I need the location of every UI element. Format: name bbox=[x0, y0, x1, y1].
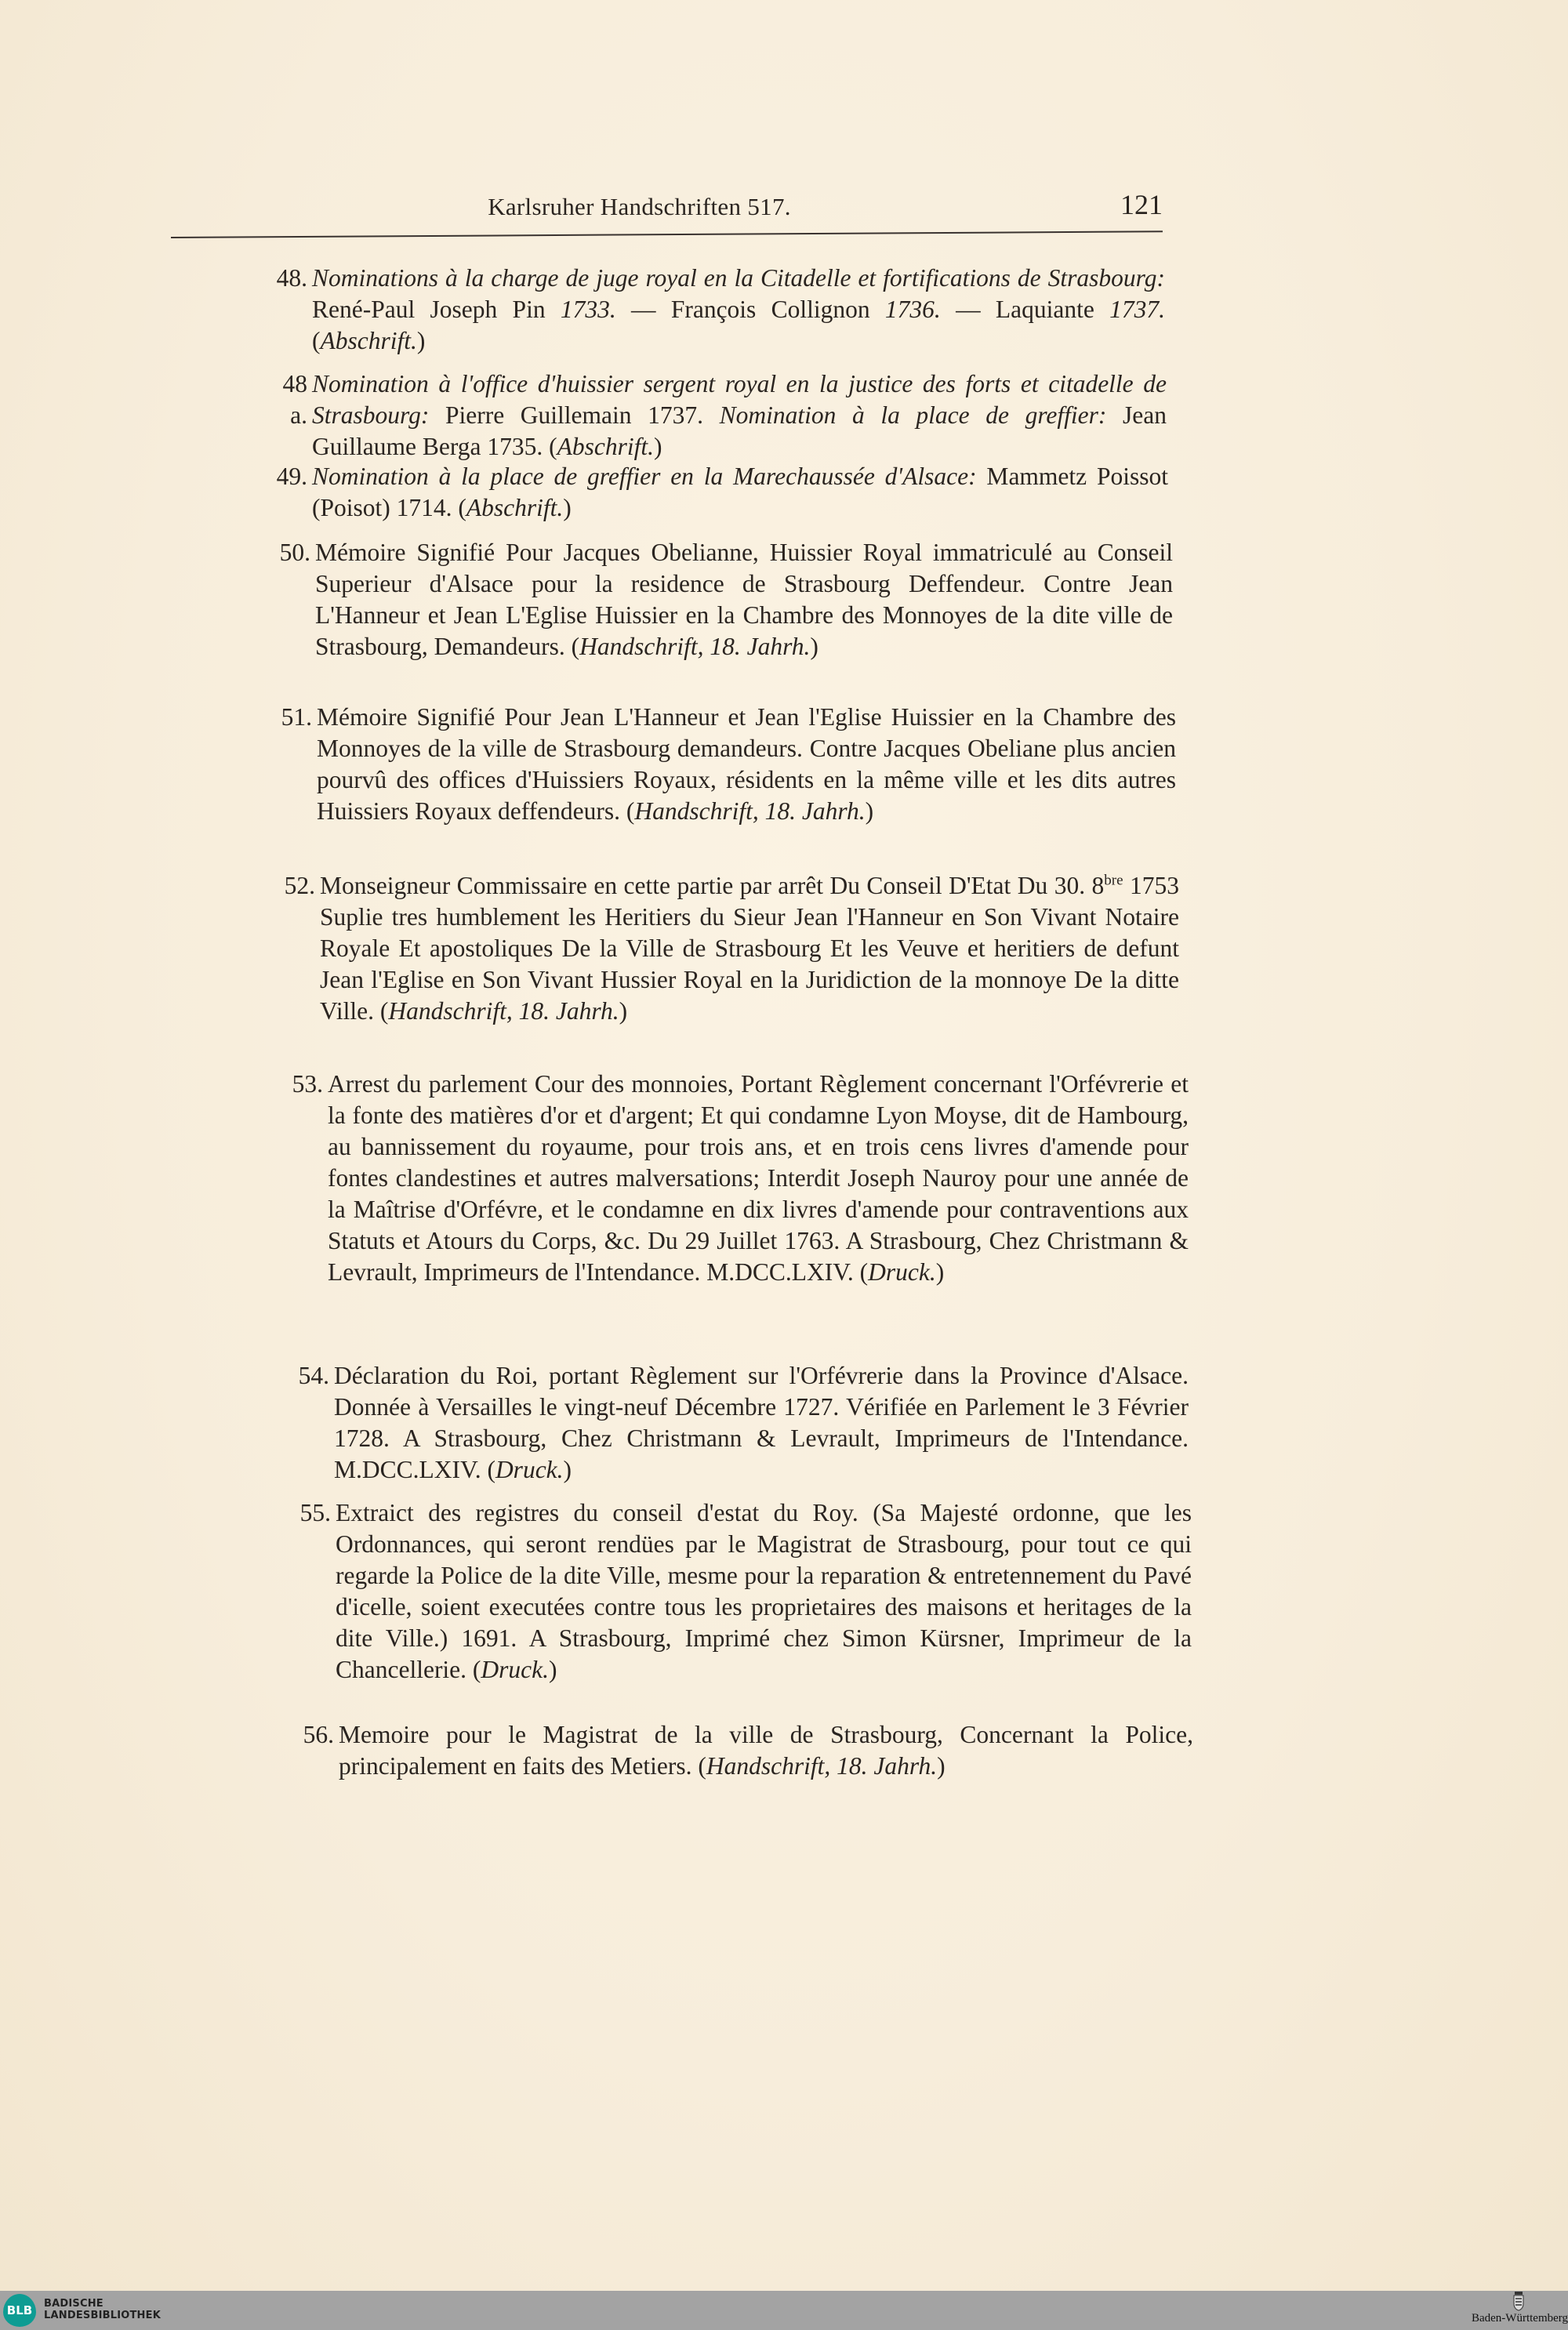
entry-number: 51. bbox=[281, 703, 312, 731]
catalogue-entry bbox=[276, 461, 1168, 524]
state-name[interactable]: Baden-Württemberg bbox=[1471, 2312, 1568, 2325]
entry-italic-segment: Druck. bbox=[868, 1258, 936, 1286]
entry-italic-segment: Abschrift. bbox=[466, 494, 564, 521]
entry-text-segment: Arrest du parlement Cour des monnoies, Portant Règlement concernant l'Orfévrerie et la fonte des matières d'or et d'argent; Et qui condamne Lyon Moyse, dit de Hambourg, au bannissement du royaume, pour trois ans, et en trois cens livres d'amende pour fontes clandestines et autres malversations; Interdit Joseph Nauroy pour une année de la Maîtrise d'Orfévre, et le condamne en dix livres d'amende pour contraventions aux Statuts et Atours du Corps, &c. Du 29 Juillet 1763. A Strasbourg, Chez Christmann & Levrault, Imprimeurs de l'Intendance. M.DCC.LXIV. ( bbox=[328, 1070, 1189, 1286]
entry-text-segment: ) bbox=[619, 997, 628, 1025]
entry-text-segment: ( bbox=[312, 327, 321, 354]
catalogue-entry bbox=[282, 368, 1167, 463]
entry-italic-segment: Druck. bbox=[481, 1656, 550, 1683]
running-title: Karlsruher Handschriften 517. bbox=[488, 193, 791, 220]
entry-italic-segment: 1733. bbox=[560, 296, 616, 323]
entry-text-segment: ) bbox=[865, 797, 874, 825]
entry-italic-segment: Nominations à la charge de juge royal en la Citadelle et fortifications de Strasbourg: bbox=[312, 264, 1165, 292]
entry-number: 50. bbox=[279, 539, 310, 566]
catalogue-entry bbox=[281, 702, 1176, 827]
entry-italic-segment: Handschrift, 18. Jahrh. bbox=[706, 1752, 938, 1780]
entry-text-segment: — François Collignon bbox=[615, 296, 885, 323]
entry-text-segment: ) bbox=[935, 1258, 945, 1286]
catalogue-entry bbox=[284, 870, 1180, 1027]
entry-italic-segment: Druck. bbox=[495, 1456, 564, 1483]
entry-text bbox=[336, 1497, 1192, 1686]
entry-number: 55. bbox=[299, 1499, 331, 1526]
entry-text bbox=[315, 537, 1173, 662]
entry-text-segment: 1753 Suplie tres humblement les Heritiers du Sieur Jean l'Hanneur en Son Vivant Notaire Royale Et apostoliques De la Ville de Strasbourg Et les Veuve et heritiers de defunt Jean l'Eglise en Son Vivant Hussier Royal en la Juridiction de la monnoye De la ditte Ville. ( bbox=[320, 872, 1180, 1025]
entry-number: 48 a. bbox=[282, 370, 307, 429]
blb-logo-icon[interactable]: BLB bbox=[3, 2294, 36, 2327]
entry-text-segment: ) bbox=[653, 433, 662, 460]
entry-text-segment: Jean Guillaume Berga 1735. ( bbox=[312, 401, 1167, 460]
running-head bbox=[171, 188, 1163, 227]
entry-text-segment: ) bbox=[937, 1752, 946, 1780]
entry-text-segment: Mémoire Signifié Pour Jacques Obelianne, Huissier Royal immatriculé au Conseil Superieur d'Alsace pour la residence de Strasbourg Deffendeur. Contre Jean L'Hanneur et Jean L'Eglise Huissier en la Chambre des Monnoyes de la dite ville de Strasbourg, Demandeurs. ( bbox=[315, 539, 1173, 660]
entry-text-segment: — Laquiante bbox=[940, 296, 1110, 323]
library-name[interactable] bbox=[44, 2298, 161, 2321]
library-name-line2: LANDESBIBLIOTHEK bbox=[44, 2310, 161, 2321]
viewer-footer-bar bbox=[0, 2291, 1568, 2330]
entry-text bbox=[312, 368, 1167, 463]
entry-text-segment: Memoire pour le Magistrat de la ville de Strasbourg, Concernant la Police, principalement en faits des Metiers. ( bbox=[339, 1721, 1193, 1780]
library-name-line1: BADISCHE bbox=[44, 2298, 103, 2310]
entry-text bbox=[320, 870, 1179, 1027]
entry-italic-segment: Nomination à la place de greffier: bbox=[719, 401, 1107, 429]
entry-italic-segment: Handschrift, 18. Jahrh. bbox=[388, 997, 619, 1025]
entry-text-segment: Pierre Guillemain 1737. bbox=[429, 401, 720, 429]
entry-text-segment: ) bbox=[563, 494, 572, 521]
entry-text bbox=[312, 263, 1165, 357]
entry-text-segment: ) bbox=[563, 1456, 572, 1483]
entry-text-segment: ) bbox=[416, 327, 426, 354]
entry-number: 53. bbox=[292, 1070, 323, 1098]
entry-text bbox=[328, 1069, 1189, 1288]
coat-of-arms-icon bbox=[1512, 2291, 1525, 2311]
entry-text-segment: bre bbox=[1104, 872, 1123, 889]
entry-italic-segment: 1736. bbox=[884, 296, 941, 323]
entry-text bbox=[339, 1719, 1193, 1782]
catalogue-entry bbox=[276, 263, 1165, 357]
entry-text bbox=[312, 461, 1168, 524]
entry-italic-segment: 1737. bbox=[1109, 296, 1165, 323]
entry-italic-segment: Abschrift. bbox=[557, 433, 654, 460]
entry-number: 52. bbox=[284, 872, 315, 899]
entry-number: 54. bbox=[298, 1362, 329, 1389]
entry-italic-segment: Nomination à l'office d'huissier sergent royal en la justice des forts et citadelle de Strasbourg: bbox=[312, 370, 1167, 429]
entry-number: 48. bbox=[276, 264, 307, 292]
entry-text-segment: Extraict des registres du conseil d'estat du Roy. (Sa Majesté ordonne, que les Ordonnances, qui seront rendües par le Magistrat de Strasbourg, pour tout ce qui regarde la Police de la dite Ville, mesme pour la reparation & entretennement du Pavé d'icelle, soient executées contre tous les proprietaires des maisons et heritages de la dite Ville.) 1691. A Strasbourg, Imprimé chez Simon Kürsner, Imprimeur de la Chancellerie. ( bbox=[336, 1499, 1192, 1683]
entry-text-segment: Monseigneur Commissaire en cette partie par arrêt Du Conseil D'Etat Du 30. 8 bbox=[320, 872, 1105, 899]
entry-italic-segment: Handschrift, 18. Jahrh. bbox=[579, 633, 811, 660]
entry-italic-segment: Handschrift, 18. Jahrh. bbox=[634, 797, 866, 825]
entry-number: 49. bbox=[276, 463, 307, 490]
entry-italic-segment: Nomination à la place de greffier en la Marechaussée d'Alsace: bbox=[312, 463, 977, 490]
entry-text-segment: Déclaration du Roi, portant Règlement sur l'Orfévrerie dans la Province d'Alsace. Donnée à Versailles le vingt-neuf Décembre 1727. Vérifiée en Parlement le 3 Février 1728. A Strasbourg, Chez Christmann & Levrault, Imprimeurs de l'Intendance. M.DCC.LXIV. ( bbox=[334, 1362, 1189, 1483]
catalogue-entry bbox=[303, 1719, 1193, 1782]
entry-italic-segment: Abschrift. bbox=[320, 327, 417, 354]
catalogue-entry bbox=[292, 1069, 1189, 1288]
entry-text-segment: Mémoire Signifié Pour Jean L'Hanneur et Jean l'Eglise Huissier en la Chambre des Monnoyes de la ville de Strasbourg demandeurs. Contre Jacques Obeliane plus ancien pourvû des offices d'Huissiers Royaux, résidents en la même ville et les dits autres Huissiers Royaux deffendeurs. ( bbox=[317, 703, 1176, 825]
header-rule bbox=[171, 230, 1163, 238]
catalogue-entry bbox=[299, 1497, 1192, 1686]
catalogue-entry bbox=[279, 537, 1173, 662]
entry-text-segment: ) bbox=[810, 633, 818, 660]
entry-text-segment: Mammetz Poissot (Poisot) 1714. ( bbox=[312, 463, 1168, 521]
catalogue-entry bbox=[298, 1360, 1189, 1486]
entry-text bbox=[334, 1360, 1189, 1486]
page-number: 121 bbox=[1120, 189, 1163, 220]
entry-text-segment: ) bbox=[549, 1656, 557, 1683]
entry-text-segment: René-Paul Joseph Pin bbox=[312, 296, 561, 323]
entry-text bbox=[317, 702, 1176, 827]
entry-number: 56. bbox=[303, 1721, 334, 1748]
